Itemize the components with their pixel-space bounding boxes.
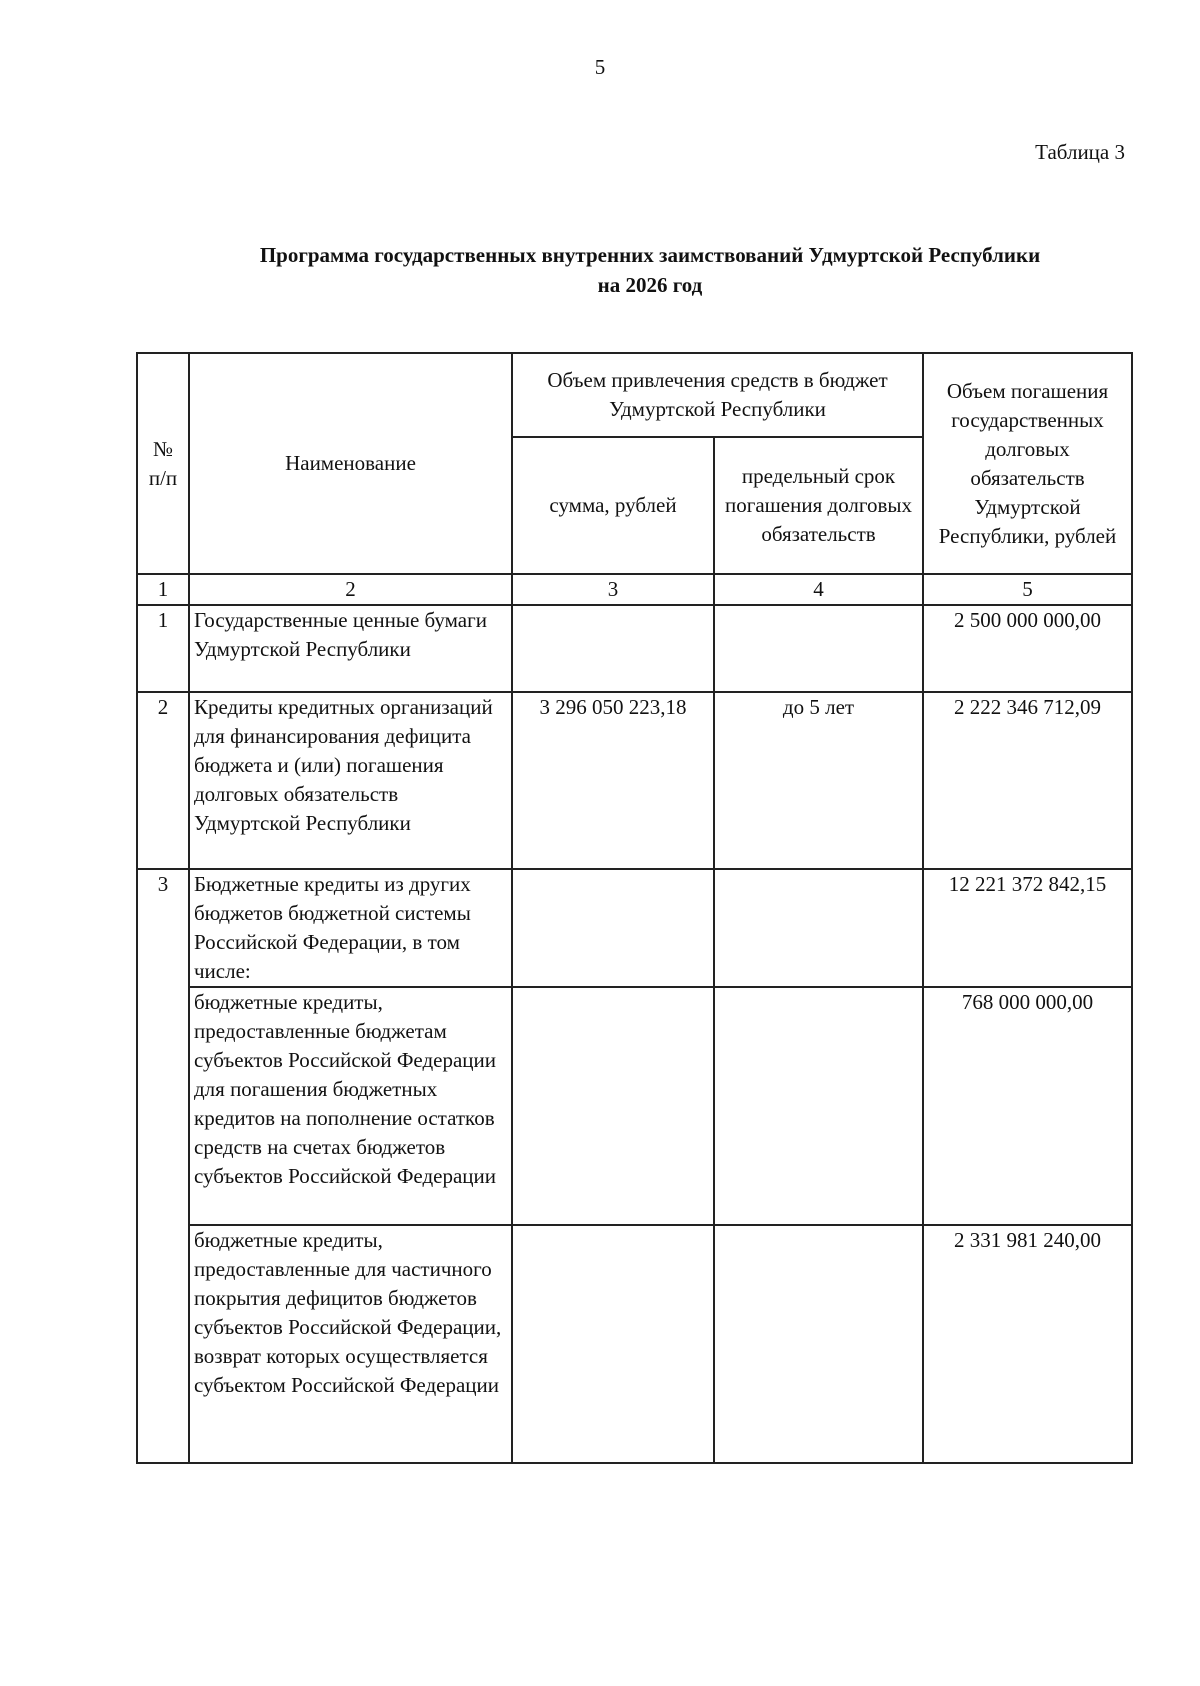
table-row <box>137 1225 1132 1463</box>
header-raise-sum: сумма, рублей <box>512 437 714 574</box>
row-name: Бюджетные кредиты из других бюджетов бюджетной системы Российской Федерации, в том числе: <box>189 869 512 987</box>
header-index: № п/п <box>137 353 189 574</box>
page-number: 5 <box>594 55 606 79</box>
table-row <box>137 692 1132 869</box>
row-repay: 2 331 981 240,00 <box>923 1225 1132 1463</box>
row-term: до 5 лет <box>714 692 923 869</box>
row-sum <box>512 605 714 692</box>
header-repay: Объем погашения государственных долговых обязательств Удмуртской Республики, рублей <box>923 353 1132 574</box>
column-number-row <box>137 574 1132 605</box>
header-raise-group: Объем привлечения средств в бюджет Удмуртской Республики <box>512 353 923 437</box>
title-line-1: Программа государственных внутренних заимствований Удмуртской Республики <box>259 243 1041 267</box>
row-index: 2 <box>137 692 189 869</box>
row-sum <box>512 869 714 987</box>
row-index: 3 <box>137 869 189 1463</box>
column-number: 4 <box>714 574 923 605</box>
row-term <box>714 1225 923 1463</box>
borrowing-table <box>136 352 1133 1464</box>
row-name: Государственные ценные бумаги Удмуртской Республики <box>189 605 512 692</box>
row-repay: 2 500 000 000,00 <box>923 605 1132 692</box>
table-row <box>137 987 1132 1225</box>
table-label: Таблица 3 <box>1035 140 1125 164</box>
row-repay: 768 000 000,00 <box>923 987 1132 1225</box>
header-raise-term: предельный срок погашения долговых обязательств <box>714 437 923 574</box>
row-repay: 2 222 346 712,09 <box>923 692 1132 869</box>
row-term <box>714 987 923 1225</box>
row-repay: 12 221 372 842,15 <box>923 869 1132 987</box>
column-number: 5 <box>923 574 1132 605</box>
column-number: 3 <box>512 574 714 605</box>
table-row <box>137 605 1132 692</box>
document-title <box>150 240 1150 300</box>
row-name: Кредиты кредитных организаций для финансирования дефицита бюджета и (или) погашения долговых обязательств Удмуртской Республики <box>189 692 512 869</box>
row-term <box>714 605 923 692</box>
row-index: 1 <box>137 605 189 692</box>
row-sum <box>512 1225 714 1463</box>
table-row <box>137 869 1132 987</box>
row-sum: 3 296 050 223,18 <box>512 692 714 869</box>
header-name: Наименование <box>189 353 512 574</box>
column-number: 1 <box>137 574 189 605</box>
title-line-2: на 2026 год <box>597 273 703 297</box>
row-name: бюджетные кредиты, предоставленные бюджетам субъектов Российской Федерации для погашения бюджетных кредитов на пополнение остатков средств на счетах бюджетов субъектов Российской Федерации <box>189 987 512 1225</box>
row-term <box>714 869 923 987</box>
row-sum <box>512 987 714 1225</box>
column-number: 2 <box>189 574 512 605</box>
row-name: бюджетные кредиты, предоставленные для частичного покрытия дефицитов бюджетов субъектов Российской Федерации, возврат которых осуществляется субъектом Российской Федерации <box>189 1225 512 1463</box>
